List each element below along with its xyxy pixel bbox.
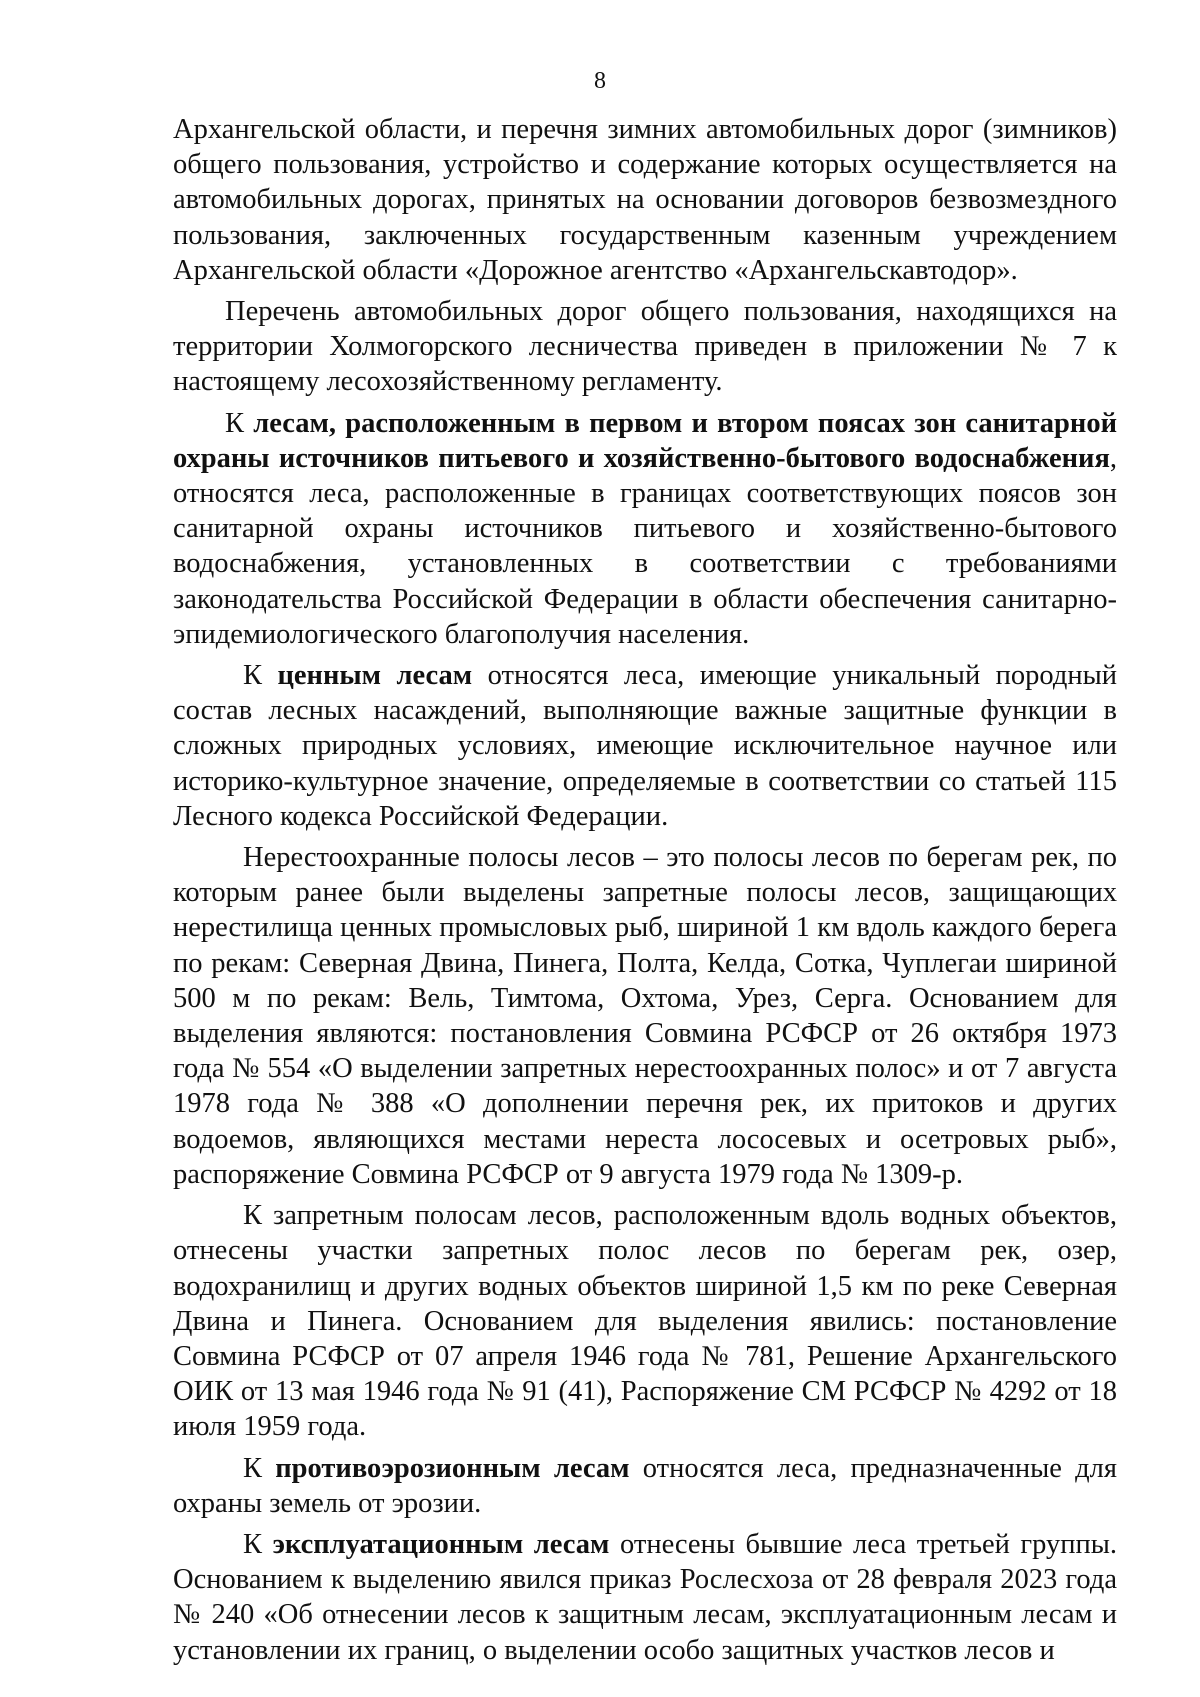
document-body [173, 112, 1117, 1674]
paragraph-term: эксплуатационным лесам [272, 1528, 610, 1560]
paragraph-term: лесам, расположенным в первом и втором поясах зон санитарной охраны источников питьевого и хозяйственно-бытового водоснабжения [173, 407, 1117, 474]
paragraph-restricted-strips [173, 1198, 1117, 1444]
paragraph-term: противоэрозионным лесам [275, 1452, 630, 1484]
paragraph-term: ценным лесам [277, 660, 473, 692]
paragraph-lead: К [243, 1452, 276, 1484]
paragraph-anti-erosion [173, 1451, 1117, 1521]
paragraph-valuable-forests [173, 658, 1117, 834]
paragraph-text: отнесены бывшие леса третьей группы. Основанием к выделению явился приказ Рослесхоза от 28 февраля 2023 года № 240 «Об отнесении лесов к защитным лесам, эксплуатационным лесам и установлении их границ, о выделении особо защитных участков лесов и [173, 1528, 1117, 1666]
paragraph-sanitary-zones [173, 406, 1117, 652]
paragraph-roads-list [173, 294, 1117, 400]
paragraph-text: Архангельской области, и перечня зимних автомобильных дорог (зимников) общего пользования, устройство и содержание которых осуществляется на автомобильных дорогах, принятых на основании договоров безвозмездного пользования, заключенных государственным казенным учреждением Архангельской области «Дорожное агентство «Архангельскавтодор». [173, 114, 1117, 286]
page-number: 8 [594, 68, 606, 94]
paragraph-lead: К [243, 1528, 273, 1560]
paragraph-production-forests [173, 1527, 1117, 1668]
paragraph-continuation [173, 112, 1117, 288]
paragraph-lead: К [225, 407, 254, 439]
paragraph-text: Нерестоохранные полосы лесов – это полосы лесов по берегам рек, по которым ранее были выделены запретные полосы лесов, защищающих нерестилища ценных промысловых рыб, шириной 1 км вдоль каждого берега по рекам: Северная Двина, Пинега, Полта, Келда, Сотка, Чуплегаи шириной 500 м по рекам: Вель, Тимтома, Охтома, Урез, Серга. Основанием для выделения являются: постановления Совмина РСФСР от 26 октября 1973 года № 554 «О выделении запретных нерестоохранных полос» и от 7 августа 1978 года № 388 «О дополнении перечня рек, их притоков и других водоемов, являющихся местами нереста лососевых и осетровых рыб», распоряжение Совмина РСФСР от 9 августа 1979 года № 1309-р. [173, 842, 1117, 1190]
paragraph-text: К запретным полосам лесов, расположенным вдоль водных объектов, отнесены участки запретных полос лесов по берегам рек, озер, водохранилищ и других водных объектов шириной 1,5 км по реке Северная Двина и Пинега. Основанием для выделения явились: постановление Совмина РСФСР от 07 апреля 1946 года № 781, Решение Архангельского ОИК от 13 мая 1946 года № 91 (41), Распоряжение СМ РСФСР № 4292 от 18 июля 1959 года. [173, 1200, 1117, 1443]
paragraph-text: относятся леса, имеющие уникальный породный состав лесных насаждений, выполняющие важные защитные функции в сложных природных условиях, имеющие исключительное научное или историко-культурное значение, определяемые в соответствии со статьей 115 Лесного кодекса Российской Федерации. [173, 660, 1117, 832]
paragraph-lead: К [243, 660, 278, 692]
paragraph-text: , относятся леса, расположенные в границах соответствующих поясов зон санитарной охраны источников питьевого и хозяйственно-бытового водоснабжения, установленных в соответствии с требованиями законодательства Российской Федерации в области обеспечения санитарно-эпидемиологического благополучия населения. [173, 442, 1117, 650]
paragraph-text: относятся леса, предназначенные для охраны земель от эрозии. [173, 1452, 1118, 1519]
paragraph-text: Перечень автомобильных дорог общего пользования, находящихся на территории Холмогорского лесничества приведен в приложении № 7 к настоящему лесохозяйственному регламенту. [173, 296, 1117, 398]
paragraph-spawning-protection [173, 840, 1117, 1192]
